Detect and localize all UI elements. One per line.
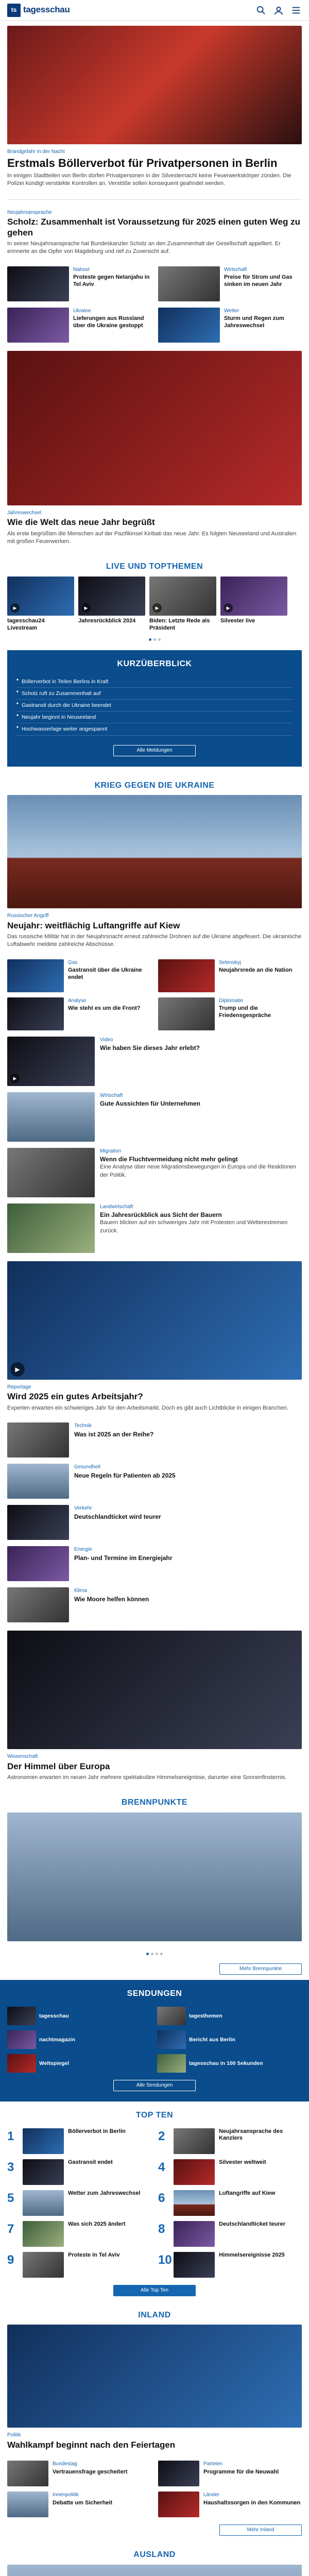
ukraine-item-headline[interactable]: Wie steht es um die Front? (68, 1005, 141, 1012)
story-kicker: Landwirtschaft (100, 1204, 133, 1210)
story-headline[interactable]: Ein Jahresrückblick aus Sicht der Bauern (100, 1211, 222, 1219)
divider (7, 199, 302, 200)
topten-headline[interactable]: Gastransit endet (68, 2159, 113, 2165)
feature-kicker: Reportage (7, 1384, 31, 1390)
list-headline[interactable]: Neue Regeln für Patienten ab 2025 (74, 1471, 176, 1479)
sendung-name[interactable]: tagesschau in 100 Sekunden (189, 2060, 263, 2066)
inland-item-image[interactable] (7, 2461, 48, 2486)
play-icon[interactable]: ▶ (224, 603, 233, 613)
ukraine-lead-headline[interactable]: Neujahr: weitflächig Luftangriffe auf Kiew (7, 920, 180, 930)
inland-item[interactable] (7, 2461, 151, 2486)
inland-lead-kicker: Politik (7, 2432, 21, 2438)
inland-more-button[interactable]: Mehr Inland (219, 2524, 302, 2536)
story-image[interactable] (7, 1204, 95, 1253)
inland-item-kicker: Parteien (203, 2461, 223, 2467)
second-story[interactable] (0, 204, 309, 263)
ukraine-lead-kicker: Russischer Angriff (7, 913, 49, 919)
topten-headline[interactable]: Was sich 2025 ändert (68, 2221, 126, 2227)
topten-item[interactable] (158, 2190, 302, 2216)
new-year-image[interactable] (7, 351, 302, 505)
teaser-grid-b (0, 304, 309, 346)
ausland-title: AUSLAND (133, 2550, 176, 2560)
ukraine-item-kicker: Diplomatie (219, 997, 244, 1004)
topten-item[interactable] (158, 2252, 302, 2278)
top-story-image[interactable] (7, 26, 302, 144)
top-story-headline[interactable]: Erstmals Böllerverbot für Privatpersonen in Berlin (7, 156, 278, 170)
sendung-name[interactable]: nachtmagazin (39, 2036, 76, 2043)
brief-section (7, 650, 302, 766)
sendungen-title: SENDUNGEN (127, 1989, 182, 1998)
inland-item-headline[interactable]: Vertrauensfrage gescheitert (53, 2468, 128, 2475)
top-story[interactable] (0, 21, 309, 195)
live-card[interactable] (78, 577, 145, 632)
sendung-name[interactable]: tagesschau (39, 2012, 69, 2019)
topten-headline[interactable]: Silvester weltweit (219, 2159, 266, 2165)
teaser-image[interactable] (7, 266, 69, 301)
teaser-image[interactable] (7, 308, 69, 343)
topten-title: TOP TEN (135, 2111, 174, 2120)
inland-lead-headline[interactable]: Wahlkampf beginnt nach den Feiertagen (7, 2439, 176, 2450)
story-headline[interactable]: Wie haben Sie dieses Jahr erlebt? (100, 1044, 200, 1052)
topten-rank: 4 (158, 2160, 165, 2174)
list-more (0, 1419, 309, 1584)
list-kicker: Energie (74, 1547, 92, 1553)
topten-image[interactable] (23, 2128, 64, 2154)
inland-item-headline[interactable]: Debatte um Sicherheit (53, 2499, 113, 2506)
live-card-headline[interactable]: tagesschau24 Livestream (7, 618, 45, 631)
topten-item[interactable] (158, 2128, 302, 2154)
inland-item-kicker: Innenpolitik (53, 2492, 79, 2498)
menu-icon[interactable] (290, 5, 302, 16)
feature-image[interactable] (7, 1261, 302, 1380)
play-icon[interactable]: ▶ (10, 1074, 20, 1083)
moor-headline[interactable]: Wie Moore helfen können (74, 1595, 149, 1603)
ausland-section (0, 2541, 309, 2576)
topten-item[interactable] (7, 2128, 151, 2154)
live-carousel (0, 577, 309, 632)
sendungen-more-button[interactable]: Alle Sendungen (113, 2080, 196, 2091)
play-icon[interactable]: ▶ (10, 603, 20, 613)
ukraine-lead-image[interactable] (7, 795, 302, 908)
story-image[interactable] (7, 1092, 95, 1142)
topten-item[interactable] (7, 2190, 151, 2216)
sendung-card[interactable] (7, 2007, 152, 2025)
topten-rank: 3 (7, 2160, 14, 2174)
topten-image[interactable] (174, 2221, 215, 2247)
top-story-text: In einigen Stadtteilen von Berlin dürfen Privatpersonen in der Silvesternacht keine Feuerwerkskörper zünden. Die Polizei kündigt verstärkte Kontrollen an. Verstöße sollen konsequent geahndet werden. (7, 172, 291, 187)
live-card-image[interactable] (78, 577, 145, 616)
topten-rank: 7 (7, 2222, 14, 2236)
sendung-name[interactable]: Bericht aus Berlin (189, 2036, 235, 2043)
topten-headline[interactable]: Luftangriffe auf Kiew (219, 2190, 276, 2196)
sendung-image[interactable] (157, 2030, 186, 2049)
list-row[interactable] (0, 1543, 309, 1584)
teaser-grid-a (0, 263, 309, 304)
space-story[interactable] (0, 1625, 309, 1789)
brennpunkte-section (0, 1789, 309, 1975)
topten-rank: 2 (158, 2129, 165, 2143)
list-row[interactable] (0, 1461, 309, 1502)
teaser-headline[interactable]: Preise für Strom und Gas sinken im neuen Jahr (224, 274, 293, 287)
topten-rank: 5 (7, 2191, 14, 2205)
sendungen-grid (0, 2004, 309, 2076)
inland-item[interactable] (158, 2492, 302, 2517)
topten-headline[interactable]: Wetter zum Jahreswechsel (68, 2190, 141, 2196)
ukraine-item[interactable] (158, 959, 302, 992)
live-card-headline[interactable]: Jahresrückblick 2024 (78, 618, 136, 624)
topten-item[interactable] (7, 2221, 151, 2247)
teaser-headline[interactable]: Proteste gegen Netanjahu in Tel Aviv (73, 274, 150, 287)
story-row[interactable] (0, 1200, 309, 1256)
topten-rank: 6 (158, 2191, 165, 2205)
sendung-image[interactable] (7, 2054, 36, 2073)
second-story-kicker: Neujahrsansprache (7, 209, 52, 215)
inland-grid (0, 2458, 309, 2520)
story-image[interactable] (7, 1148, 95, 1197)
story-kicker: Video (100, 1037, 113, 1043)
site-header (0, 0, 309, 21)
brennpunkte-more-button[interactable]: Mehr Brennpunkte (219, 1963, 302, 1975)
ukraine-item-image[interactable] (158, 959, 215, 992)
inland-lead[interactable] (0, 2325, 309, 2458)
topten-image[interactable] (23, 2252, 64, 2278)
brennpunkte-image[interactable] (7, 1812, 302, 1941)
topten-image[interactable] (174, 2252, 215, 2278)
topten-headline[interactable]: Deutschlandticket teurer (219, 2221, 285, 2227)
logo-text: tagesschau (23, 5, 70, 15)
story-row[interactable] (0, 1145, 309, 1200)
topten-item[interactable] (158, 2159, 302, 2185)
list-headline[interactable]: Deutschlandticket wird teurer (74, 1513, 161, 1520)
topten-headline[interactable]: Böllerverbot in Berlin (68, 2128, 126, 2134)
topten-image[interactable] (23, 2159, 64, 2185)
ukraine-title: KRIEG GEGEN DIE UKRAINE (94, 781, 215, 790)
inland-title: INLAND (138, 2310, 171, 2319)
sendung-image[interactable] (7, 2007, 36, 2025)
brief-more-button[interactable]: Alle Meldungen (113, 745, 196, 756)
inland-item-headline[interactable]: Haushaltssorgen in den Kommunen (203, 2499, 301, 2506)
teaser-item[interactable] (158, 308, 302, 343)
space-kicker: Wissenschaft (7, 1754, 38, 1760)
teaser-kicker: Nahost (73, 266, 90, 273)
sendung-name[interactable]: Weltspiegel (39, 2060, 70, 2066)
teaser-headline[interactable]: Sturm und Regen zum Jahreswechsel (224, 315, 284, 329)
live-card-image[interactable] (149, 577, 216, 616)
ausland-lead-image[interactable] (7, 2565, 302, 2576)
carousel-dots[interactable] (0, 1946, 309, 1960)
ukraine-section (0, 772, 309, 1033)
teaser-image[interactable] (158, 308, 220, 343)
inland-item-image[interactable] (7, 2492, 48, 2517)
play-icon[interactable]: ▶ (152, 603, 162, 613)
teaser-item[interactable] (7, 308, 151, 343)
new-year-story[interactable] (0, 346, 309, 553)
header-icons (255, 5, 302, 16)
inland-item-kicker: Länder (203, 2492, 220, 2498)
second-story-headline[interactable]: Scholz: Zusammenhalt ist Voraussetzung für 2025 einen guten Weg zu gehen (7, 217, 300, 238)
teaser-item[interactable] (158, 266, 302, 301)
moor-kicker: Klima (74, 1588, 88, 1594)
ukraine-item-image[interactable] (7, 997, 64, 1030)
inland-item[interactable] (158, 2461, 302, 2486)
moor-image[interactable] (7, 1587, 69, 1622)
topten-item[interactable] (7, 2159, 151, 2185)
story-headline[interactable]: Gute Aussichten für Unternehmen (100, 1100, 200, 1108)
story-kicker: Migration (100, 1148, 122, 1154)
teaser-kicker: Ukraine (73, 308, 91, 314)
list-headline[interactable]: Plan- und Termine im Energiejahr (74, 1554, 173, 1562)
topten-grid (0, 2125, 309, 2281)
list-kicker: Gesundheit (74, 1464, 101, 1470)
topten-headline[interactable]: Himmelsereignisse 2025 (219, 2251, 285, 2258)
ukraine-item-headline[interactable]: Neujahrsrede an die Nation (219, 967, 293, 974)
brief-item[interactable]: ■ Scholz ruft zu Zusammenhalt auf (16, 688, 293, 700)
brennpunkte-title: BRENNPUNKTE (121, 1798, 188, 1807)
ausland-lead[interactable] (0, 2565, 309, 2576)
list-row[interactable] (0, 1502, 309, 1543)
brief-title: KURZÜBERBLICK (117, 659, 192, 669)
live-card[interactable] (149, 577, 216, 632)
inland-item-kicker: Bundestag (53, 2461, 77, 2467)
inland-item-headline[interactable]: Programme für die Neuwahl (203, 2468, 279, 2475)
live-card[interactable] (220, 577, 287, 632)
sendungen-section (0, 1980, 309, 2102)
ukraine-item-kicker: Gas (68, 959, 78, 965)
ukraine-item-image[interactable] (7, 959, 64, 992)
more-stories (0, 1033, 309, 1256)
live-card[interactable] (7, 577, 74, 632)
brief-item[interactable]: ■ Neujahr beginnt in Neuseeland (16, 711, 293, 723)
list-kicker: Verkehr (74, 1505, 92, 1512)
sendung-image[interactable] (157, 2007, 186, 2025)
space-image[interactable] (7, 1631, 302, 1749)
topten-rank: 9 (7, 2252, 14, 2267)
ukraine-lead-text: Das russische Militär hat in der Neujahrsnacht erneut zahlreiche Drohnen auf die Ukraine abgefeuert. Die ukrainische Luftabwehr meldete zahlreiche Abschüsse. (7, 933, 302, 948)
inland-item[interactable] (7, 2492, 151, 2517)
list-row[interactable] (0, 1419, 309, 1461)
ukraine-item-headline[interactable]: Trump und die Friedensgespräche (219, 1005, 271, 1019)
brief-list (7, 674, 302, 741)
feature-story[interactable] (0, 1256, 309, 1419)
brief-item[interactable]: ■ Hochwasserlage weiter angespannt (16, 723, 293, 735)
ukraine-item-headline[interactable]: Gastransit über die Ukraine endet (68, 967, 142, 981)
topten-image[interactable] (23, 2221, 64, 2247)
teaser-kicker: Wirtschaft (224, 266, 247, 273)
ukraine-lead[interactable] (0, 795, 309, 956)
ukraine-item[interactable] (158, 997, 302, 1030)
feature-text: Experten erwarten ein schwieriges Jahr für den Arbeitsmarkt. Doch es gibt auch Lichtblicke in einigen Branchen. (7, 1404, 289, 1411)
live-card-image[interactable] (220, 577, 287, 616)
topten-headline[interactable]: Proteste in Tel Aviv (68, 2251, 120, 2258)
new-year-kicker: Jahreswechsel (7, 510, 42, 516)
ukraine-item-kicker: Selenskyj (219, 959, 241, 965)
topten-image[interactable] (174, 2128, 215, 2154)
topten-more-button[interactable]: Alle Top Ten (113, 2285, 196, 2296)
live-card-headline[interactable]: Biden: Letzte Rede als Präsident (149, 618, 210, 631)
sendung-card[interactable] (7, 2054, 152, 2073)
topten-rank: 1 (7, 2129, 14, 2143)
story-row[interactable] (0, 1033, 309, 1089)
list-image[interactable] (7, 1464, 69, 1499)
sendung-card[interactable] (157, 2030, 302, 2049)
play-icon[interactable]: ▶ (10, 1362, 25, 1377)
brief-item[interactable]: ■ Gastransit durch die Ukraine beendet (16, 700, 293, 711)
play-icon[interactable]: ▶ (81, 603, 91, 613)
brief-item[interactable]: ■ Böllerverbot in Teilen Berlins in Kraft (16, 676, 293, 688)
live-card-headline[interactable]: Silvester live (220, 618, 255, 624)
topten-image[interactable] (174, 2159, 215, 2185)
sendung-name[interactable]: tagesthemen (189, 2012, 222, 2019)
list-image[interactable] (7, 1422, 69, 1458)
user-icon[interactable] (273, 5, 284, 16)
inland-section (0, 2301, 309, 2536)
story-text: Eine Analyse über neue Migrationsbewegungen in Europa und die Reaktionen der Politik. (100, 1164, 296, 1178)
logo[interactable] (7, 4, 70, 17)
logo-mark: ts (7, 4, 21, 17)
sendung-image[interactable] (7, 2030, 36, 2049)
second-story-text: In seiner Neujahrsansprache hat Bundeskanzler Scholz an den Zusammenhalt der Gesellschaft appelliert. Er erinnerte an die Opfer von Magdeburg und rief zu Zuversicht auf. (7, 240, 281, 255)
story-headline[interactable]: Wenn die Fluchtvermeidung nicht mehr gelingt (100, 1156, 238, 1163)
sendung-card[interactable] (7, 2030, 152, 2049)
moor-row[interactable] (0, 1584, 309, 1625)
ukraine-item-kicker: Analyse (68, 997, 87, 1004)
story-text: Bauern blicken auf ein schwieriges Jahr mit Protesten und Wetterextremen zurück. (100, 1219, 288, 1234)
feature-headline[interactable]: Wird 2025 ein gutes Arbeitsjahr? (7, 1392, 143, 1402)
ukraine-item-image[interactable] (158, 997, 215, 1030)
sendung-image[interactable] (157, 2054, 186, 2073)
topten-item[interactable] (7, 2252, 151, 2278)
space-headline[interactable]: Der Himmel über Europa (7, 1761, 110, 1771)
topten-image[interactable] (174, 2190, 215, 2216)
teaser-headline[interactable]: Lieferungen aus Russland über die Ukraine gestoppt (73, 315, 144, 329)
topten-headline[interactable]: Neujahrsansprache des Kanzlers (219, 2128, 283, 2142)
teaser-image[interactable] (158, 266, 220, 301)
topten-rank: 10 (158, 2252, 172, 2267)
topten-section (0, 2102, 309, 2296)
ukraine-item[interactable] (7, 959, 151, 992)
space-text: Astronomen erwarten im neuen Jahr mehrere spektakuläre Himmelsereignisse, darunter eine Sonnenfinsternis. (7, 1774, 287, 1781)
top-story-kicker: Brandgefahr in der Nacht (7, 149, 65, 155)
topten-image[interactable] (23, 2190, 64, 2216)
list-kicker: Technik (74, 1423, 92, 1429)
ukraine-item[interactable] (7, 997, 151, 1030)
sendung-card[interactable] (157, 2007, 302, 2025)
topten-item[interactable] (158, 2221, 302, 2247)
story-row[interactable] (0, 1089, 309, 1145)
new-year-text: Als erste begrüßten die Menschen auf der Pazifikinsel Kiribati das neue Jahr. Es folgten Neuseeland und Australien mit großen Feuerwerken. (7, 530, 297, 545)
inland-item-image[interactable] (158, 2461, 199, 2486)
story-kicker: Wirtschaft (100, 1092, 123, 1098)
teaser-kicker: Wetter (224, 308, 239, 314)
carousel-dots[interactable] (0, 632, 309, 646)
topten-rank: 8 (158, 2222, 165, 2236)
ukraine-grid (0, 956, 309, 1033)
list-image[interactable] (7, 1505, 69, 1540)
story-image[interactable] (7, 1037, 95, 1086)
inland-lead-image[interactable] (7, 2325, 302, 2428)
sendung-card[interactable] (157, 2054, 302, 2073)
search-icon[interactable] (255, 5, 267, 16)
new-year-headline[interactable]: Wie die Welt das neue Jahr begrüßt (7, 517, 155, 528)
live-section-title: LIVE UND TOPTHEMEN (106, 562, 203, 571)
list-image[interactable] (7, 1546, 69, 1581)
teaser-item[interactable] (7, 266, 151, 301)
list-headline[interactable]: Was ist 2025 an der Reihe? (74, 1430, 154, 1438)
live-card-image[interactable] (7, 577, 74, 616)
inland-item-image[interactable] (158, 2492, 199, 2517)
live-section (0, 553, 309, 645)
